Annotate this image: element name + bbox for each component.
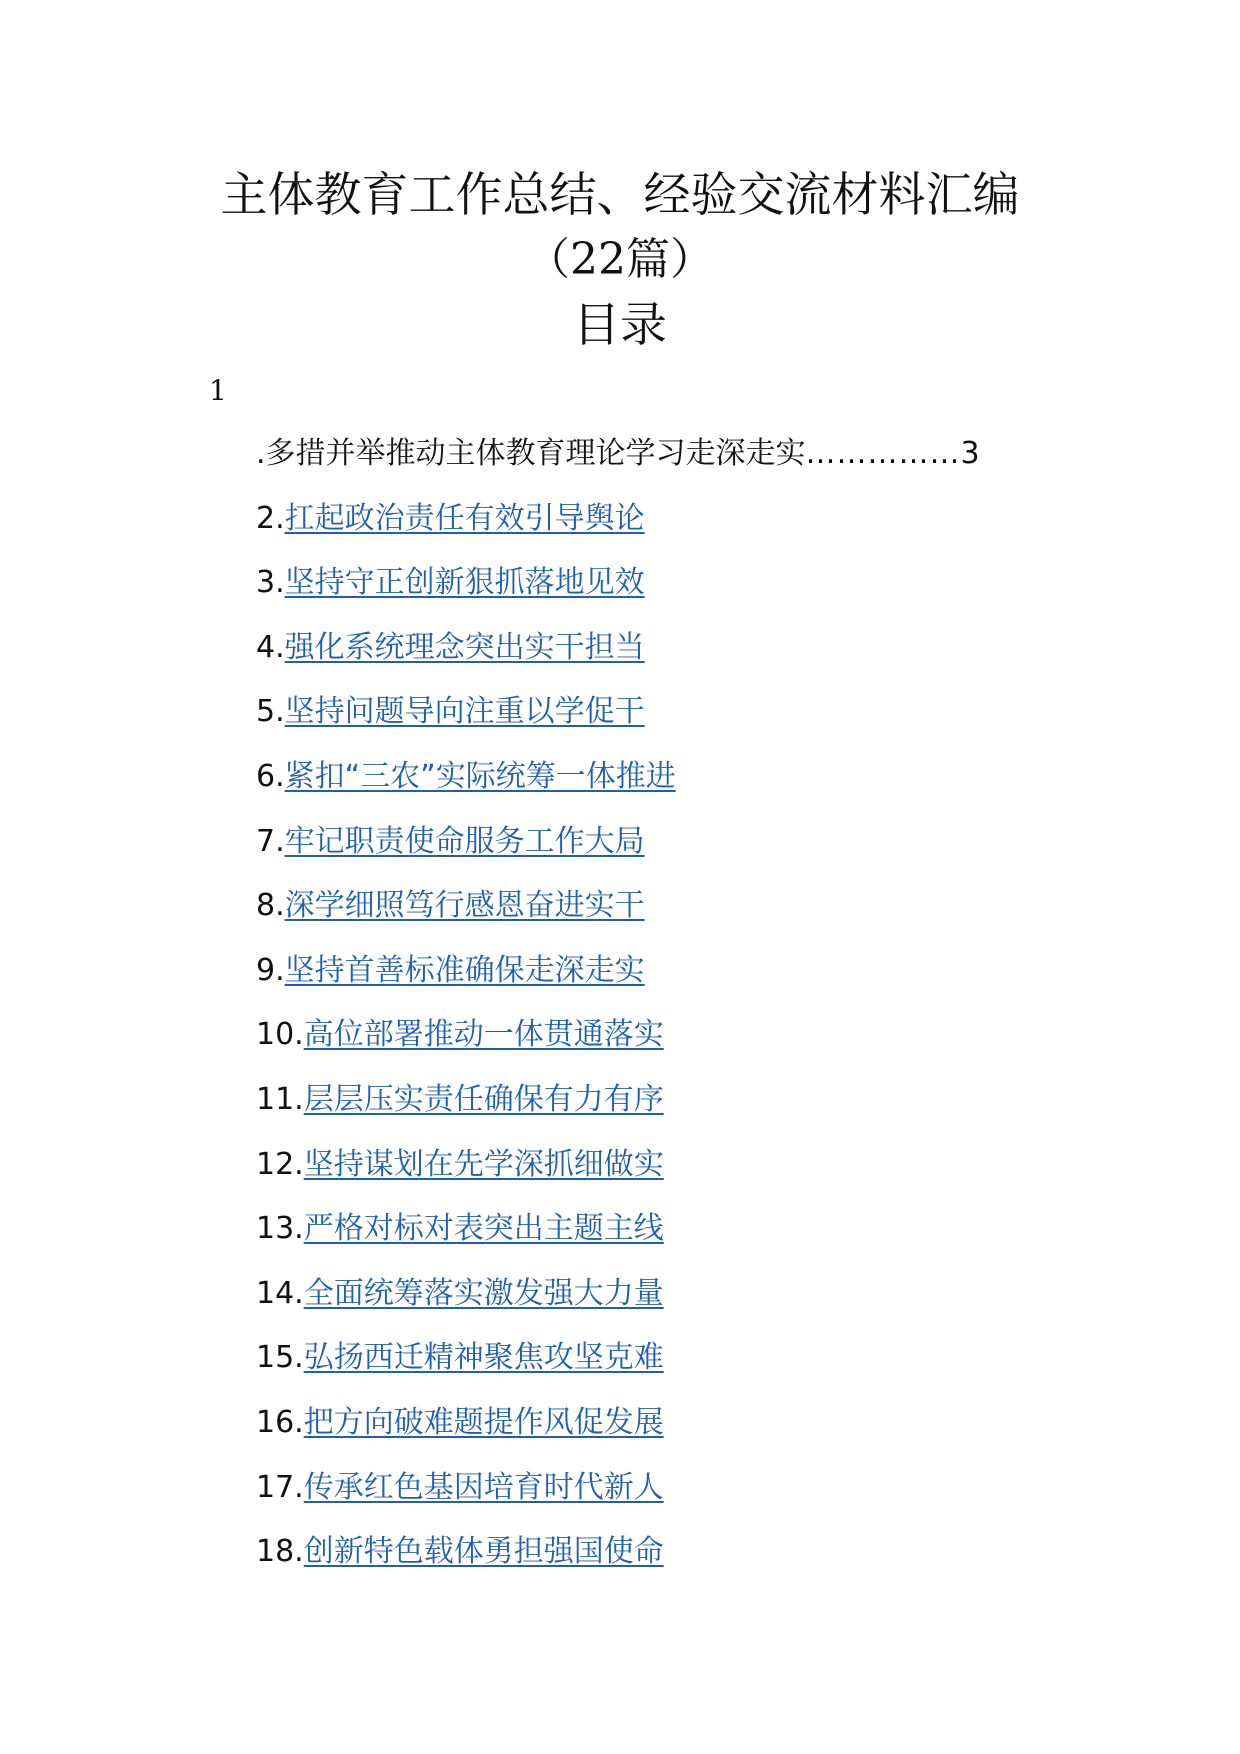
toc-item-17 [256, 1464, 1156, 1529]
toc-item-8 [256, 882, 1156, 947]
toc-item-10 [256, 1011, 1156, 1076]
toc-item-number: 7. [256, 823, 285, 859]
toc-item-number: 3. [256, 565, 285, 601]
toc-link[interactable]: 紧扣“三农”实际统筹一体推进 [284, 758, 676, 794]
toc-item-number: 9. [256, 952, 285, 988]
document-title: 主体教育工作总结、经验交流材料汇编 [220, 168, 1020, 223]
toc-page-number: 3 [960, 436, 980, 471]
toc-link[interactable]: 扛起政治责任有效引导舆论 [284, 500, 645, 536]
toc-leader-dots: …………… [805, 436, 961, 471]
toc-item-6 [256, 753, 1156, 818]
toc-item-number: 8. [256, 888, 285, 924]
toc-item-5 [256, 688, 1156, 753]
toc-item-1 [256, 430, 1156, 495]
toc-item-14 [256, 1270, 1156, 1335]
toc-item-number: 12. [256, 1146, 304, 1182]
toc-item-number: 14. [256, 1275, 304, 1311]
toc-item-number: 4. [256, 629, 285, 665]
table-of-contents [256, 430, 1156, 1593]
toc-link[interactable]: 弘扬西迁精神聚焦攻坚克难 [303, 1340, 664, 1376]
toc-item-number: 6. [256, 758, 285, 794]
toc-link[interactable]: 坚持守正创新狠抓落地见效 [284, 565, 645, 601]
toc-item-number: 5. [256, 694, 285, 730]
toc-link[interactable]: 坚持首善标准确保走深走实 [284, 952, 645, 988]
toc-item-number: 2. [256, 500, 285, 536]
toc-item-4 [256, 624, 1156, 689]
toc-item-9 [256, 947, 1156, 1012]
toc-link[interactable]: 坚持问题导向注重以学促干 [284, 694, 645, 730]
toc-item-number: 15. [256, 1340, 304, 1376]
toc-link[interactable]: 坚持谋划在先学深抓细做实 [303, 1146, 664, 1182]
toc-item-number: 11. [256, 1081, 304, 1117]
toc-item-text: 多措并举推动主体教育理论学习走深走实 [265, 436, 806, 471]
toc-item-number: 18. [256, 1534, 304, 1570]
page-marker: 1 [209, 374, 227, 407]
toc-item-number: 16. [256, 1404, 304, 1440]
toc-item-12 [256, 1141, 1156, 1206]
toc-item-2 [256, 495, 1156, 560]
toc-item-13 [256, 1205, 1156, 1270]
toc-item-number: 17. [256, 1469, 304, 1505]
toc-link[interactable]: 高位部署推动一体贯通落实 [303, 1017, 664, 1053]
toc-item-number: . [256, 436, 266, 471]
toc-link[interactable]: 把方向破难题提作风促发展 [303, 1404, 664, 1440]
toc-item-number: 10. [256, 1017, 304, 1053]
toc-item-3 [256, 559, 1156, 624]
toc-link[interactable]: 层层压实责任确保有力有序 [303, 1081, 664, 1117]
toc-item-18 [256, 1528, 1156, 1593]
toc-link[interactable]: 牢记职责使命服务工作大局 [284, 823, 645, 859]
toc-item-15 [256, 1334, 1156, 1399]
toc-link[interactable]: 严格对标对表突出主题主线 [303, 1211, 664, 1247]
toc-item-number: 13. [256, 1211, 304, 1247]
toc-item-7 [256, 818, 1156, 883]
toc-heading: 目录 [573, 298, 667, 353]
toc-item-11 [256, 1076, 1156, 1141]
document-subtitle-count: （22篇） [526, 234, 714, 285]
toc-link[interactable]: 创新特色载体勇担强国使命 [303, 1534, 664, 1570]
toc-link[interactable]: 深学细照笃行感恩奋进实干 [284, 888, 645, 924]
toc-link[interactable]: 传承红色基因培育时代新人 [303, 1469, 664, 1505]
toc-item-16 [256, 1399, 1156, 1464]
toc-link[interactable]: 强化系统理念突出实干担当 [284, 629, 645, 665]
toc-link[interactable]: 全面统筹落实激发强大力量 [303, 1275, 664, 1311]
